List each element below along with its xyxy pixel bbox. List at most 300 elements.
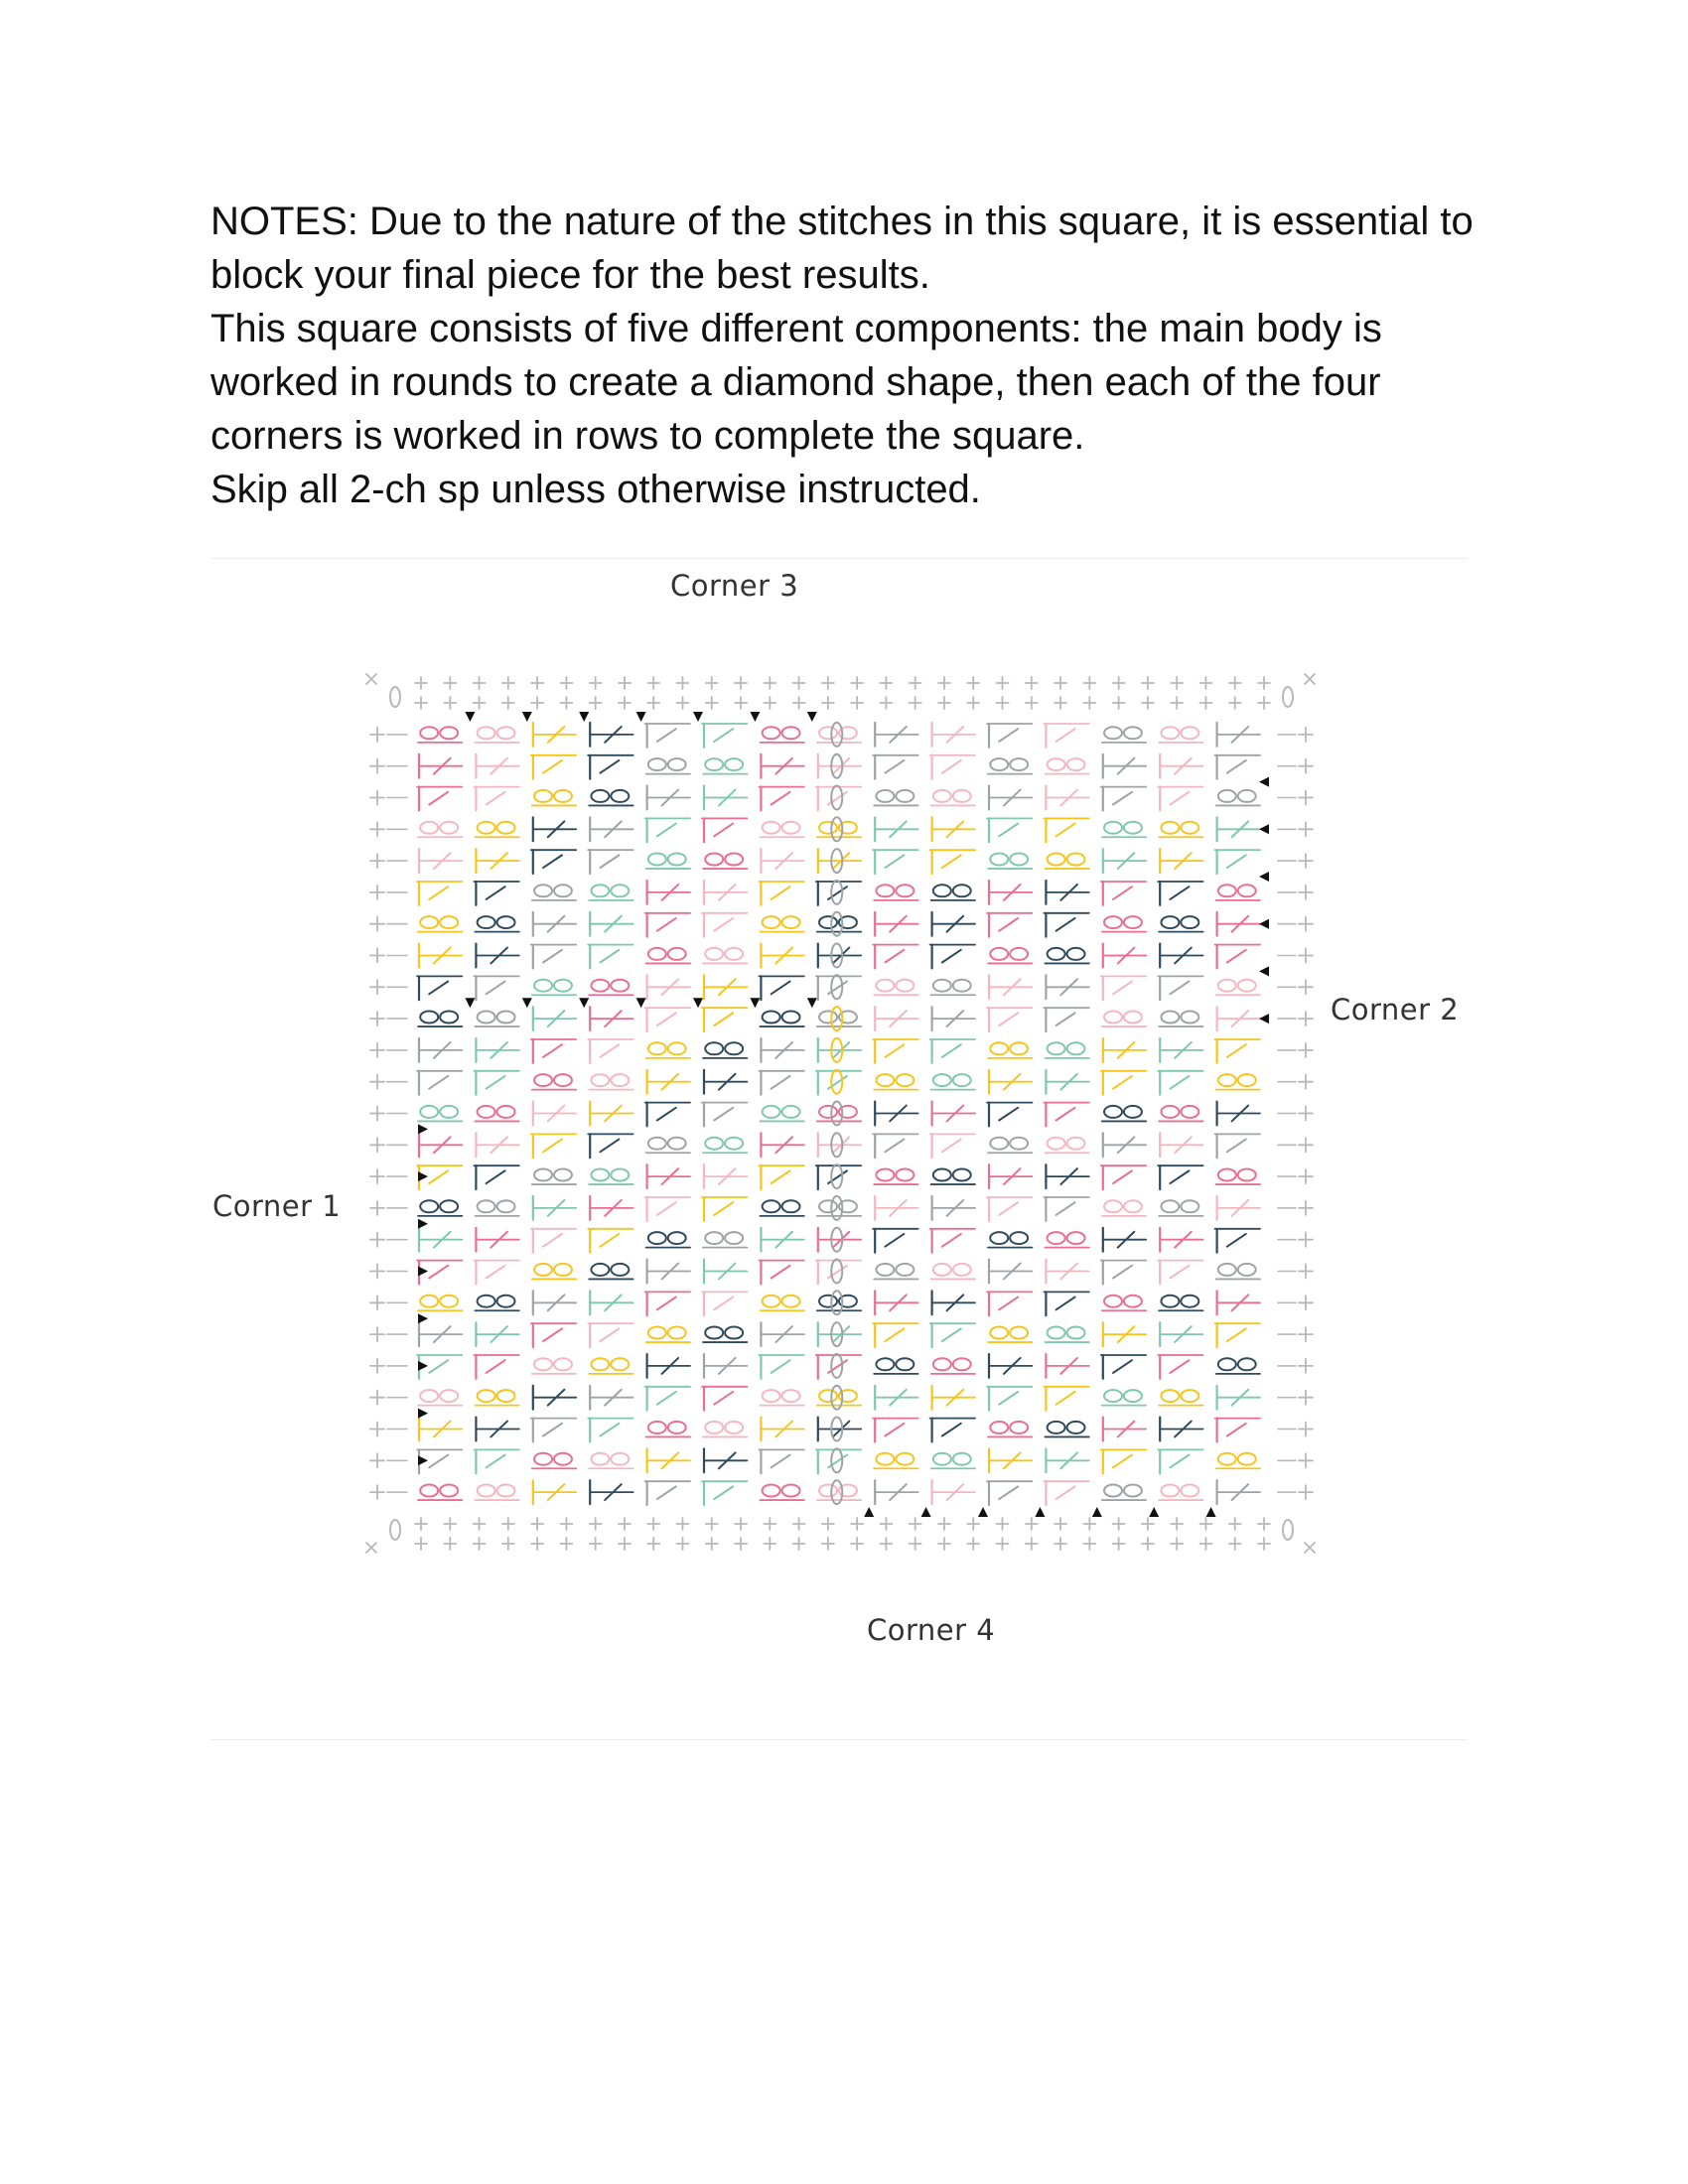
chain-loop — [1067, 1042, 1085, 1054]
row-start-marker — [750, 712, 760, 722]
stitch-cell — [1160, 754, 1202, 778]
chain-loop — [1238, 1169, 1256, 1181]
chain-loop — [896, 980, 914, 992]
stitch-stroke — [429, 887, 448, 899]
stitch-cell — [875, 1102, 917, 1126]
row-start-marker — [418, 1267, 428, 1277]
chain-loop — [554, 790, 572, 802]
row-start-marker — [750, 998, 760, 1008]
chain-loop — [534, 885, 552, 896]
chain-loop — [763, 1106, 780, 1118]
chain-loop — [420, 1296, 438, 1307]
stitch-stroke — [543, 1328, 562, 1341]
stitch-cell — [704, 975, 747, 999]
chain-loop — [648, 948, 666, 960]
stitch-cell — [874, 885, 917, 900]
stitch-stroke — [657, 729, 676, 742]
stitch-cell — [817, 916, 861, 932]
stitch-cell — [759, 1449, 803, 1473]
stitch-cell — [988, 1327, 1032, 1343]
chain-loop — [554, 1453, 572, 1465]
stitch-stroke — [714, 918, 733, 931]
stitch-cell — [1159, 1390, 1202, 1406]
stitch-cell — [645, 1197, 690, 1221]
chain-loop — [534, 1074, 552, 1086]
chain-loop — [497, 822, 515, 834]
stitch-cell — [875, 1196, 917, 1220]
stitch-stroke — [885, 1140, 904, 1153]
stitch-cell — [588, 945, 633, 969]
chain-loop — [497, 1106, 515, 1118]
row-start-marker — [418, 1409, 428, 1419]
stitch-cell — [818, 1038, 861, 1062]
chain-loop — [1218, 1074, 1236, 1086]
stitch-stroke — [1056, 1013, 1075, 1025]
chain-loop — [1124, 1106, 1142, 1118]
stitch-cell — [1215, 1229, 1260, 1253]
chain-loop — [1161, 1200, 1179, 1212]
chain-loop — [668, 948, 686, 960]
chain-loop — [1124, 916, 1142, 928]
stitch-cell — [1215, 1323, 1260, 1347]
stitch-cell — [759, 1071, 803, 1095]
stitch-cell — [532, 1074, 576, 1090]
stitch-cell — [1216, 1074, 1260, 1090]
stitch-cell — [589, 1074, 633, 1090]
stitch-cell — [1103, 1038, 1146, 1062]
chain-loop — [1238, 1074, 1256, 1086]
stitch-cell — [817, 1012, 861, 1027]
chain-loop — [420, 727, 438, 739]
stitch-cell — [1160, 1133, 1202, 1157]
stitch-stroke — [429, 792, 448, 805]
stitch-stroke — [1113, 982, 1132, 995]
stitch-cell — [418, 1200, 462, 1216]
chain-loop — [648, 1138, 666, 1150]
chain-loop — [1218, 980, 1236, 992]
chain-loop — [478, 822, 495, 834]
stitch-cell — [588, 1419, 633, 1442]
stitch-cell — [1046, 1260, 1088, 1284]
stitch-cell — [1159, 822, 1202, 838]
stitch-cell — [931, 1264, 975, 1280]
chain-loop — [725, 854, 743, 866]
stitch-cell — [645, 1008, 690, 1031]
chain-loop — [1218, 1453, 1236, 1465]
chain-loop — [1010, 1138, 1028, 1150]
stitch-cell — [474, 1261, 518, 1285]
chain-loop — [611, 1358, 629, 1370]
stitch-cell — [702, 1387, 747, 1411]
stitch-cell — [1159, 1012, 1202, 1027]
stitch-stroke — [600, 1044, 619, 1057]
row-start-marker — [693, 712, 703, 722]
stitch-stroke — [772, 887, 790, 899]
crochet-chart — [348, 655, 1331, 1608]
chain-loop — [478, 1200, 495, 1212]
row-start-marker — [418, 1361, 428, 1371]
chain-loop — [1104, 1390, 1122, 1402]
stitch-cell — [588, 850, 633, 874]
stitch-cell — [1102, 916, 1146, 932]
stitch-stroke — [1170, 1266, 1189, 1279]
chain-loop — [876, 1453, 894, 1465]
chain-loop — [534, 1453, 552, 1465]
stitch-cell — [1045, 854, 1088, 870]
chain-loop — [725, 948, 743, 960]
stitch-cell — [1215, 1134, 1260, 1158]
stitch-stroke — [942, 1328, 961, 1341]
chain-loop — [611, 790, 629, 802]
chain-loop — [819, 916, 837, 928]
stitch-stroke — [714, 1486, 733, 1499]
stitch-cell — [989, 881, 1032, 904]
stitch-cell — [932, 817, 975, 841]
chain-loop — [440, 1296, 458, 1307]
chain-loop — [478, 1296, 495, 1307]
chain-loop — [819, 1106, 837, 1118]
stitch-cell — [1215, 1419, 1260, 1442]
stitch-cell — [931, 885, 975, 900]
stitch-stroke — [543, 1140, 562, 1153]
stitch-stroke — [942, 1234, 961, 1247]
chain-loop — [648, 1042, 666, 1054]
stitch-stroke — [885, 1044, 904, 1057]
chain-loop — [668, 1327, 686, 1339]
chain-loop — [668, 1138, 686, 1150]
chain-loop — [1161, 1012, 1179, 1024]
stitch-cell — [1103, 1133, 1146, 1157]
stitch-cell — [1158, 1071, 1202, 1095]
stitch-cell — [1103, 1322, 1146, 1346]
chain-loop — [933, 1358, 951, 1370]
stitch-cell — [1044, 913, 1088, 937]
stitch-cell — [759, 1355, 803, 1379]
chain-loop — [1124, 1012, 1142, 1024]
chain-loop — [420, 916, 438, 928]
stitch-cell — [531, 1323, 576, 1347]
stitch-stroke — [657, 1108, 676, 1121]
stitch-stroke — [942, 950, 961, 963]
stitch-cell — [759, 976, 803, 1000]
chain-loop — [1048, 1422, 1065, 1433]
stitch-stroke — [1113, 887, 1132, 899]
stitch-cell — [704, 1354, 747, 1378]
corner-1-label: Corner 1 — [212, 1189, 342, 1223]
stitch-cell — [703, 1327, 747, 1343]
stitch-stroke — [600, 760, 619, 773]
chain-loop — [819, 1296, 837, 1307]
stitch-cell — [932, 1196, 975, 1220]
stitch-cell — [759, 882, 803, 905]
stitch-stroke — [1227, 950, 1246, 963]
chain-loop — [725, 1422, 743, 1433]
row-start-marker — [1259, 777, 1269, 787]
chain-loop — [1238, 885, 1256, 896]
chain-loop — [611, 980, 629, 992]
chain-loop — [1104, 1485, 1122, 1497]
stitch-cell — [1046, 786, 1088, 810]
stitch-cell — [645, 724, 690, 748]
row-start-marker — [522, 998, 532, 1008]
stitch-cell — [816, 1261, 861, 1285]
stitch-cell — [873, 1419, 917, 1442]
stitch-cell — [1216, 1264, 1260, 1280]
stitch-cell — [875, 912, 917, 936]
stitch-cell — [704, 786, 747, 810]
stitch-cell — [645, 1292, 690, 1315]
stitch-cell — [989, 975, 1032, 999]
stitch-cell — [1216, 1169, 1260, 1185]
stitch-cell — [1216, 790, 1260, 806]
stitch-cell — [987, 1292, 1032, 1315]
stitch-stroke — [1113, 1076, 1132, 1089]
stitch-stroke — [1227, 1140, 1246, 1153]
stitch-cell — [589, 885, 633, 900]
chain-loop — [1067, 1422, 1085, 1433]
stitch-stroke — [1170, 887, 1189, 899]
chain-loop — [591, 980, 609, 992]
stitch-stroke — [885, 950, 904, 963]
chain-loop — [648, 1422, 666, 1433]
stitch-cell — [1215, 850, 1260, 874]
stitch-cell — [930, 755, 975, 779]
stitch-cell — [817, 727, 861, 743]
stitch-cell — [875, 1291, 917, 1314]
chain-loop — [725, 1327, 743, 1339]
chain-loop — [876, 1264, 894, 1276]
stitch-cell — [1159, 1106, 1202, 1122]
stitch-cell — [988, 758, 1032, 774]
chain-loop — [1048, 758, 1065, 770]
chain-loop — [763, 1390, 780, 1402]
stitch-cell — [646, 1422, 690, 1437]
stitch-stroke — [1113, 792, 1132, 805]
chain-loop — [611, 1169, 629, 1181]
stitch-cell — [419, 754, 462, 778]
stitch-cell — [1158, 787, 1202, 811]
stitch-cell — [475, 916, 518, 932]
stitch-cell — [1159, 1296, 1202, 1311]
stitch-cell — [1158, 1449, 1202, 1473]
stitch-cell — [589, 790, 633, 806]
stitch-cell — [474, 1449, 518, 1473]
stitch-cell — [1102, 822, 1146, 838]
stitch-cell — [874, 1358, 917, 1374]
chain-loop — [896, 885, 914, 896]
stitch-cell — [646, 1138, 690, 1154]
chain-loop — [534, 1169, 552, 1181]
chain-loop — [390, 1520, 400, 1540]
stitch-stroke — [942, 760, 961, 773]
chain-loop — [933, 1074, 951, 1086]
chain-loop — [782, 1200, 800, 1212]
stitch-cell — [761, 1038, 803, 1062]
stitch-stroke — [1170, 1170, 1189, 1183]
chain-loop — [1124, 1390, 1142, 1402]
chain-loop — [933, 885, 951, 896]
chain-loop — [1218, 790, 1236, 802]
chain-loop — [933, 1264, 951, 1276]
stitch-cell — [988, 1422, 1032, 1437]
stitch-cell — [760, 916, 803, 932]
stitch-cell — [874, 1453, 917, 1469]
row-start-marker — [921, 1507, 931, 1517]
stitch-cell — [761, 849, 803, 873]
chain-loop — [1104, 822, 1122, 834]
stitch-cell — [1102, 1296, 1146, 1311]
stitch-stroke — [772, 982, 790, 995]
chain-loop — [705, 1327, 723, 1339]
chain-loop — [876, 980, 894, 992]
row-start-marker — [807, 998, 817, 1008]
stitch-cell — [703, 1232, 747, 1248]
chain-loop — [478, 1485, 495, 1497]
chain-loop — [1048, 1138, 1065, 1150]
chain-loop — [933, 1453, 951, 1465]
stitch-stroke — [1170, 792, 1189, 805]
stitch-cell — [989, 1070, 1032, 1094]
stitch-cell — [818, 1133, 861, 1157]
stitch-cell — [532, 980, 576, 996]
stitch-cell — [1216, 1453, 1260, 1469]
stitch-cell — [476, 1038, 518, 1062]
chain-loop — [1161, 1106, 1179, 1118]
stitch-cell — [874, 790, 917, 806]
chain-loop — [990, 1327, 1008, 1339]
stitch-stroke — [885, 760, 904, 773]
stitch-cell — [818, 849, 861, 873]
stitch-cell — [1217, 1007, 1260, 1030]
chain-loop — [1067, 948, 1085, 960]
stitch-cell — [532, 1358, 576, 1374]
chain-loop — [440, 1106, 458, 1118]
chain-loop — [1104, 1200, 1122, 1212]
stitch-stroke — [942, 1140, 961, 1153]
stitch-cell — [987, 1197, 1032, 1221]
stitch-cell — [760, 1390, 803, 1406]
notes-components: This square consists of five different components: the main body is worked in rounds to create a diamond shape, then each of the four corners is worked in rows to complete the square. — [211, 307, 1382, 458]
chain-loop — [648, 758, 666, 770]
stitch-cell — [1103, 1418, 1146, 1441]
stitch-cell — [647, 1260, 690, 1284]
stitch-cell — [647, 881, 690, 904]
chain-loop — [763, 916, 780, 928]
stitch-cell — [988, 854, 1032, 870]
chain-loop — [819, 1485, 837, 1497]
stitch-cell — [1158, 882, 1202, 905]
stitch-cell — [761, 1133, 803, 1157]
stitch-cell — [704, 1070, 747, 1094]
stitch-cell — [589, 1264, 633, 1280]
chain-loop — [1181, 1200, 1198, 1212]
stitch-cell — [533, 912, 576, 936]
stitch-cell — [816, 787, 861, 811]
stitch-stroke — [657, 824, 676, 837]
stitch-cell — [1215, 1039, 1260, 1063]
stitch-stroke — [772, 1360, 790, 1373]
stitch-cell — [417, 976, 462, 1000]
chain-loop — [668, 1042, 686, 1054]
stitch-cell — [647, 786, 690, 810]
stitch-stroke — [543, 1044, 562, 1057]
stitch-cell — [1045, 1138, 1088, 1154]
stitch-cell — [875, 817, 917, 841]
chain-loop — [1161, 727, 1179, 739]
chain-loop — [1067, 854, 1085, 866]
stitch-stroke — [1170, 1455, 1189, 1468]
stitch-cell — [419, 1038, 462, 1062]
stitch-cell — [930, 1229, 975, 1253]
chain-loop — [554, 1169, 572, 1181]
stitch-cell — [930, 945, 975, 969]
notes-skip-spaces: Skip all 2-ch sp unless otherwise instructed. — [211, 468, 981, 511]
stitch-cell — [1217, 912, 1260, 936]
chain-loop — [1048, 1327, 1065, 1339]
stitch-cell — [1045, 758, 1088, 774]
stitch-stroke — [600, 1140, 619, 1153]
chain-loop — [1181, 727, 1198, 739]
chain-loop — [782, 727, 800, 739]
row-start-marker — [465, 998, 475, 1008]
stitch-cell — [760, 1106, 803, 1122]
chain-loop — [933, 1169, 951, 1181]
chain-loop — [896, 1264, 914, 1276]
chain-loop — [876, 790, 894, 802]
stitch-cell — [476, 1228, 518, 1252]
chain-loop — [819, 727, 837, 739]
row-start-marker — [1259, 919, 1269, 929]
chain-loop — [554, 1264, 572, 1276]
stitch-cell — [1101, 787, 1146, 811]
stitch-cell — [533, 1196, 576, 1220]
chain-loop — [554, 1074, 572, 1086]
stitch-cell — [760, 822, 803, 838]
chain-loop — [420, 1485, 438, 1497]
stitch-cell — [702, 1008, 747, 1031]
chain-loop — [591, 885, 609, 896]
chain-loop — [1161, 1485, 1179, 1497]
stitch-cell — [987, 1103, 1032, 1127]
stitch-cell — [1158, 1261, 1202, 1285]
stitch-cell — [1044, 1197, 1088, 1221]
chain-loop — [896, 1453, 914, 1465]
row-start-marker — [418, 1124, 428, 1134]
chain-loop — [1048, 854, 1065, 866]
chain-loop — [591, 1453, 609, 1465]
stitch-cell — [1101, 1355, 1146, 1379]
chain-loop — [1010, 1422, 1028, 1433]
row-start-marker — [807, 712, 817, 722]
chain-loop — [440, 822, 458, 834]
stitch-cell — [874, 1074, 917, 1090]
chain-loop — [420, 1390, 438, 1402]
row-start-marker — [1259, 824, 1269, 834]
stitch-cell — [816, 1071, 861, 1095]
stitch-cell — [1217, 1291, 1260, 1314]
chain-loop — [1161, 1390, 1179, 1402]
chain-loop — [591, 1358, 609, 1370]
stitch-cell — [646, 758, 690, 774]
chain-loop — [705, 854, 723, 866]
chain-loop — [478, 916, 495, 928]
chain-loop — [1238, 980, 1256, 992]
chain-loop — [440, 1485, 458, 1497]
stitch-cell — [760, 1200, 803, 1216]
stitch-cell — [531, 1134, 576, 1158]
stitch-cell — [1159, 916, 1202, 932]
stitch-cell — [475, 1012, 518, 1027]
